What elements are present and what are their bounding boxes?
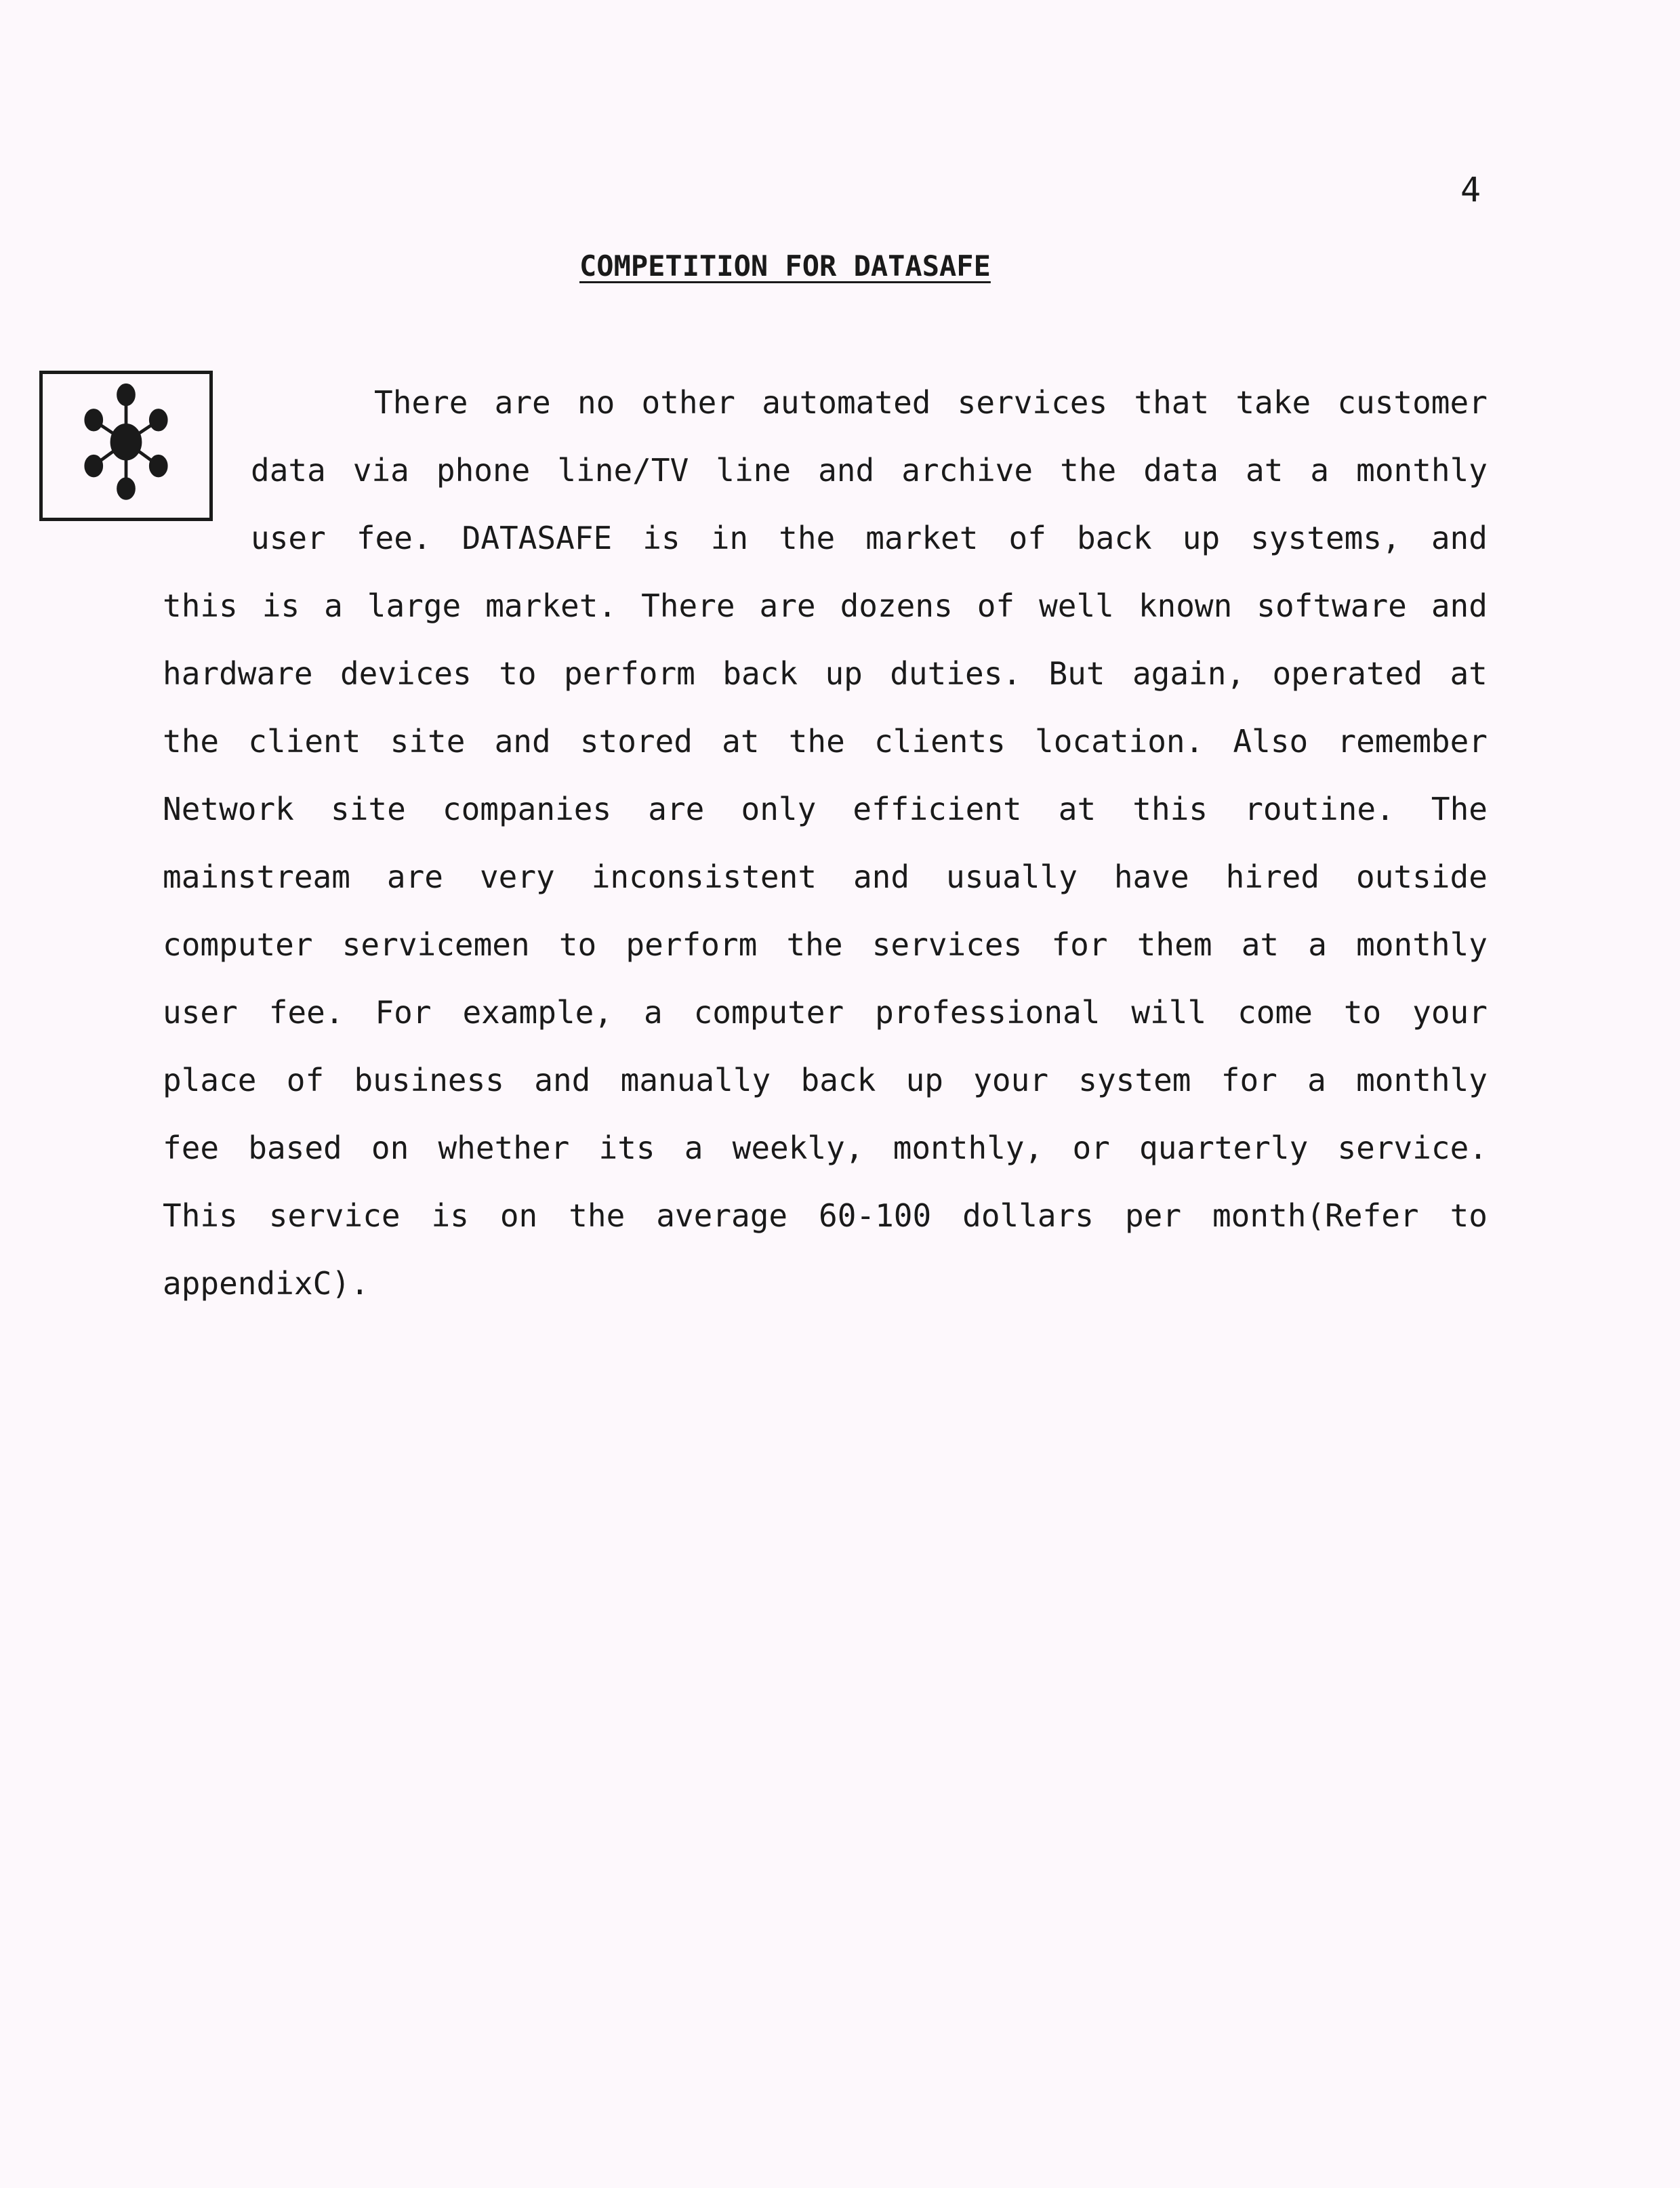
page-number: 4 xyxy=(1460,170,1481,209)
body-line: Network site companies are only efficient at this routine. The xyxy=(163,791,1488,827)
body-line: fee based on whether its a weekly, monthly, or quarterly service. xyxy=(163,1130,1488,1166)
body-line: data via phone line/TV line and archive the data at a monthly xyxy=(251,452,1488,489)
body-line: appendix C). xyxy=(163,1265,369,1302)
body-line: place of business and manually back up your system for a monthly xyxy=(163,1062,1488,1098)
body-line: There are no other automated services that take customer xyxy=(374,384,1488,421)
body-line: user fee. For example, a computer professional will come to your xyxy=(163,994,1488,1031)
body-line: mainstream are very inconsistent and usually have hired outside xyxy=(163,859,1488,895)
body-line: This service is on the average 60-100 dollars per month(Refer to xyxy=(163,1197,1488,1234)
logo-box xyxy=(39,371,213,521)
body-line: this is a large market. There are dozens of well known software and xyxy=(163,587,1488,624)
page-title: COMPETITION FOR DATASAFE xyxy=(579,249,991,283)
body-line: hardware devices to perform back up duties. But again, operated at xyxy=(163,655,1488,692)
body-line: the client site and stored at the clients location. Also remember xyxy=(163,723,1488,760)
body-line: computer servicemen to perform the services for them at a monthly xyxy=(163,926,1488,963)
network-hub-icon xyxy=(43,374,209,518)
body-line: user fee. DATASAFE is in the market of back up systems, and xyxy=(251,520,1488,556)
